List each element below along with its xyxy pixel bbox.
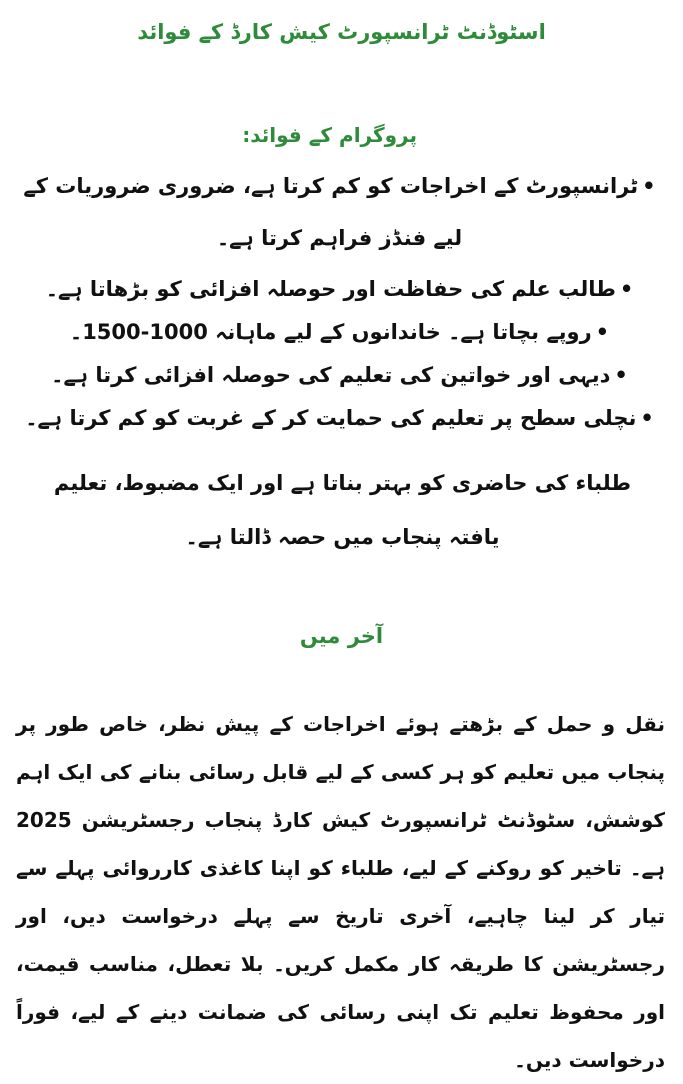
- program-benefits-heading: پروگرام کے فوائد:: [242, 123, 417, 147]
- bullet-icon: •: [642, 174, 656, 198]
- bullet-icon: •: [614, 363, 628, 387]
- benefit-text: روپے بچاتا ہے۔ خاندانوں کے لیے ماہانہ 1000-1500۔: [69, 320, 592, 344]
- benefit-item: [14, 354, 665, 397]
- conclusion-paragraph: نقل و حمل کے بڑھتے ہوئے اخراجات کے پیش نظر، خاص طور پر پنجاب میں تعلیم کو ہر کسی کے لیے قابل رسائی بنانے کی ایک اہم کوشش، سٹوڈنٹ ٹرانسپورٹ کیش کارڈ پنجاب رجسٹریشن 2025 ہے۔ تاخیر کو روکنے کے لیے، طلباء کو اپنا کاغذی کارروائی پہلے سے تیار کر لینا چاہیے، آخری تاریخ سے پہلے درخواست دیں، اور رجسٹریشن کا طریقہ کار مکمل کریں۔ بلا تعطل، مناسب قیمت، اور محفوظ تعلیم تک اپنی رسائی کی ضمانت دینے کے لیے، فوراً درخواست دیں۔: [16, 712, 665, 1072]
- benefit-text: نچلی سطح پر تعلیم کی حمایت کر کے غربت کو کم کرتا ہے۔: [25, 406, 637, 430]
- benefit-item: [14, 397, 665, 440]
- closing-statement: طلباء کی حاضری کو بہتر بناتا ہے اور ایک مضبوط، تعلیم یافتہ پنجاب میں حصہ ڈالتا ہے۔: [53, 471, 632, 549]
- benefit-item: [14, 160, 665, 264]
- benefits-list: [14, 160, 665, 440]
- benefit-item: [14, 311, 665, 354]
- bullet-icon: •: [595, 320, 610, 344]
- bullet-icon: •: [619, 277, 634, 301]
- conclusion-heading: آخر میں: [299, 624, 384, 648]
- benefit-text: دیہی اور خواتین کی تعلیم کی حوصلہ افزائی کرتا ہے۔: [51, 363, 611, 387]
- benefit-text: ٹرانسپورٹ کے اخراجات کو کم کرتا ہے، ضروری ضروریات کے لیے فنڈز فراہم کرتا ہے۔: [23, 174, 639, 250]
- benefit-item: [14, 268, 665, 311]
- benefit-text: طالب علم کی حفاظت اور حوصلہ افزائی کو بڑھاتا ہے۔: [45, 277, 616, 301]
- bullet-icon: •: [640, 406, 654, 430]
- document-title: اسٹوڈنٹ ٹرانسپورٹ کیش کارڈ کے فوائد: [137, 20, 546, 44]
